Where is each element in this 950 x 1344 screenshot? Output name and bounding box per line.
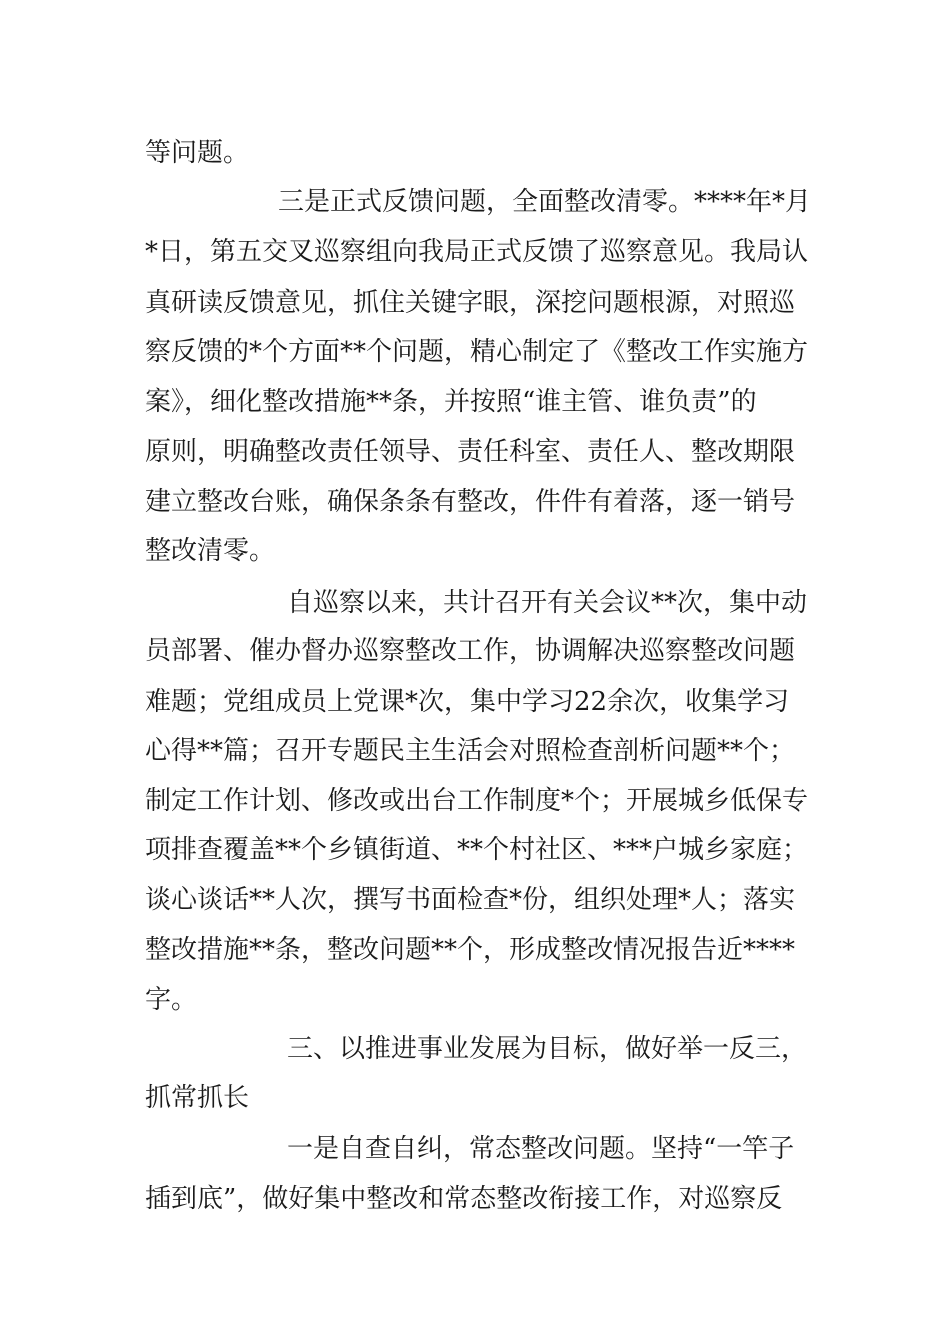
text-line-14: 制定工作计划、修改或出台工作制度*个；开展城乡低保专 <box>145 786 809 816</box>
section-heading-line-1: 三、以推进事业发展为目标，做好举一反三， <box>287 1034 808 1064</box>
text-line-3: *日，第五交叉巡察组向我局正式反馈了巡察意见。我局认 <box>145 237 809 267</box>
text-line-13: 心得**篇；召开专题民主生活会对照检查剖析问题**个； <box>145 736 796 766</box>
text-line-2: 三是正式反馈问题，全面整改清零。****年*月 <box>278 187 812 217</box>
text-line-18: 字。 <box>145 985 198 1015</box>
text-line-5: 察反馈的*个方面**个问题，精心制定了《整改工作实施方 <box>145 337 809 367</box>
text-line-8: 建立整改台账，确保条条有整改，件件有着落，逐一销号 <box>145 487 796 517</box>
text-line-6: 案》，细化整改措施**条，并按照“谁主管、谁负责”的 <box>145 387 757 417</box>
text-line-12: 难题；党组成员上党课*次，集中学习22余次，收集学习 <box>145 687 790 717</box>
section-heading-line-2: 抓常抓长 <box>145 1083 250 1113</box>
text-line-10: 自巡察以来，共计召开有关会议**次，集中动 <box>287 588 808 618</box>
text-line-21: 一是自查自纠，常态整改问题。坚持“一竿子 <box>287 1134 795 1164</box>
text-line-7: 原则，明确整改责任领导、责任科室、责任人、整改期限 <box>145 437 796 467</box>
text-line-1: 等问题。 <box>145 138 250 168</box>
text-line-15: 项排查覆盖**个乡镇街道、**个村社区、***户城乡家庭； <box>145 835 809 865</box>
text-line-4: 真研读反馈意见，抓住关键字眼，深挖问题根源，对照巡 <box>145 288 796 318</box>
text-line-9: 整改清零。 <box>145 536 276 566</box>
text-line-22: 插到底”，做好集中整改和常态整改衔接工作，对巡察反 <box>145 1184 783 1214</box>
text-line-17: 整改措施**条，整改问题**个，形成整改情况报告近**** <box>145 935 796 965</box>
text-line-11: 员部署、催办督办巡察整改工作，协调解决巡察整改问题 <box>145 636 796 666</box>
text-line-16: 谈心谈话**人次，撰写书面检查*份，组织处理*人；落实 <box>145 885 796 915</box>
